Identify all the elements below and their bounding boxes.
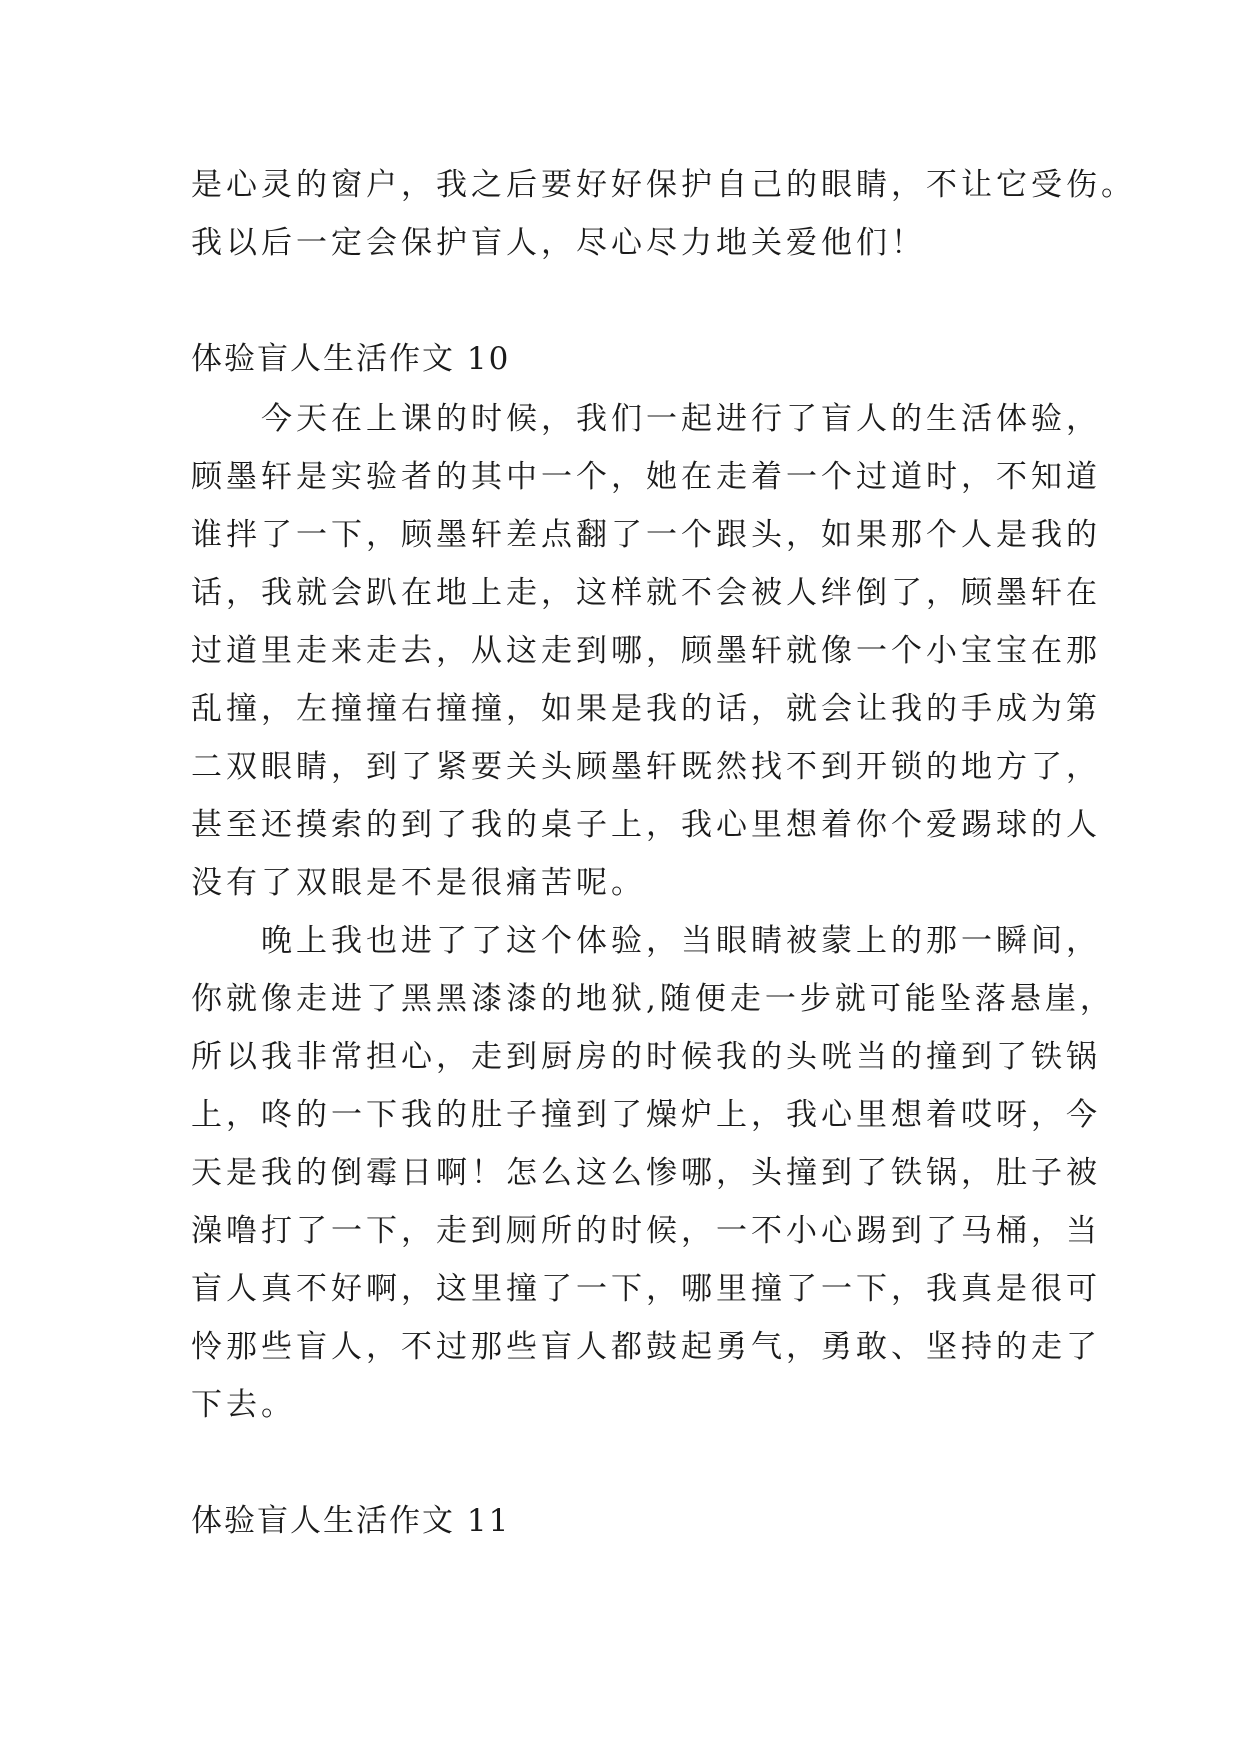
text-line: 所以我非常担心，走到厨房的时候我的头咣当的撞到了铁锅: [191, 1039, 1101, 1075]
text-line: 天是我的倒霉日啊！怎么这么惨哪，头撞到了铁锅，肚子被: [191, 1155, 1101, 1191]
text-line: 甚至还摸索的到了我的桌子上，我心里想着你个爱踢球的人: [191, 807, 1101, 843]
text-line: 上，咚的一下我的肚子撞到了燥炉上，我心里想着哎呀，今: [191, 1097, 1101, 1133]
text-line: 没有了双眼是不是很痛苦呢。: [191, 865, 646, 901]
text-line: 谁拌了一下，顾墨轩差点翻了一个跟头，如果那个人是我的: [191, 517, 1101, 553]
text-line: 盲人真不好啊，这里撞了一下，哪里撞了一下，我真是很可: [191, 1271, 1101, 1307]
section10-paragraph-2: [191, 912, 1115, 1434]
text-line: 乱撞，左撞撞右撞撞，如果是我的话，就会让我的手成为第: [191, 691, 1101, 727]
text-line: 是心灵的窗户，我之后要好好保护自己的眼睛，不让它受伤。: [191, 167, 1136, 203]
text-line: 晚上我也进了了这个体验，当眼睛被蒙上的那一瞬间，: [261, 923, 1101, 959]
text-line: 下去。: [191, 1387, 296, 1423]
intro-paragraph: [191, 156, 1136, 272]
text-line: 你就像走进了黑黑漆漆的地狱,随便走一步就可能坠落悬崖，: [191, 981, 1115, 1017]
section-title-10: 体验盲人生活作文 10: [191, 341, 511, 377]
text-line: 澡噜打了一下，走到厕所的时候，一不小心踢到了马桶，当: [191, 1213, 1101, 1249]
section10-paragraph-1: [191, 390, 1101, 912]
text-line: 我以后一定会保护盲人，尽心尽力地关爱他们！: [191, 225, 926, 261]
text-line: 今天在上课的时候，我们一起进行了盲人的生活体验，: [261, 401, 1101, 437]
text-line: 二双眼睛，到了紧要关头顾墨轩既然找不到开锁的地方了，: [191, 749, 1101, 785]
text-line: 顾墨轩是实验者的其中一个，她在走着一个过道时，不知道: [191, 459, 1101, 495]
text-line: 过道里走来走去，从这走到哪，顾墨轩就像一个小宝宝在那: [191, 633, 1101, 669]
text-line: 话，我就会趴在地上走，这样就不会被人绊倒了，顾墨轩在: [191, 575, 1101, 611]
section-title-11: 体验盲人生活作文 11: [191, 1503, 511, 1539]
text-line: 怜那些盲人，不过那些盲人都鼓起勇气，勇敢、坚持的走了: [191, 1329, 1101, 1365]
